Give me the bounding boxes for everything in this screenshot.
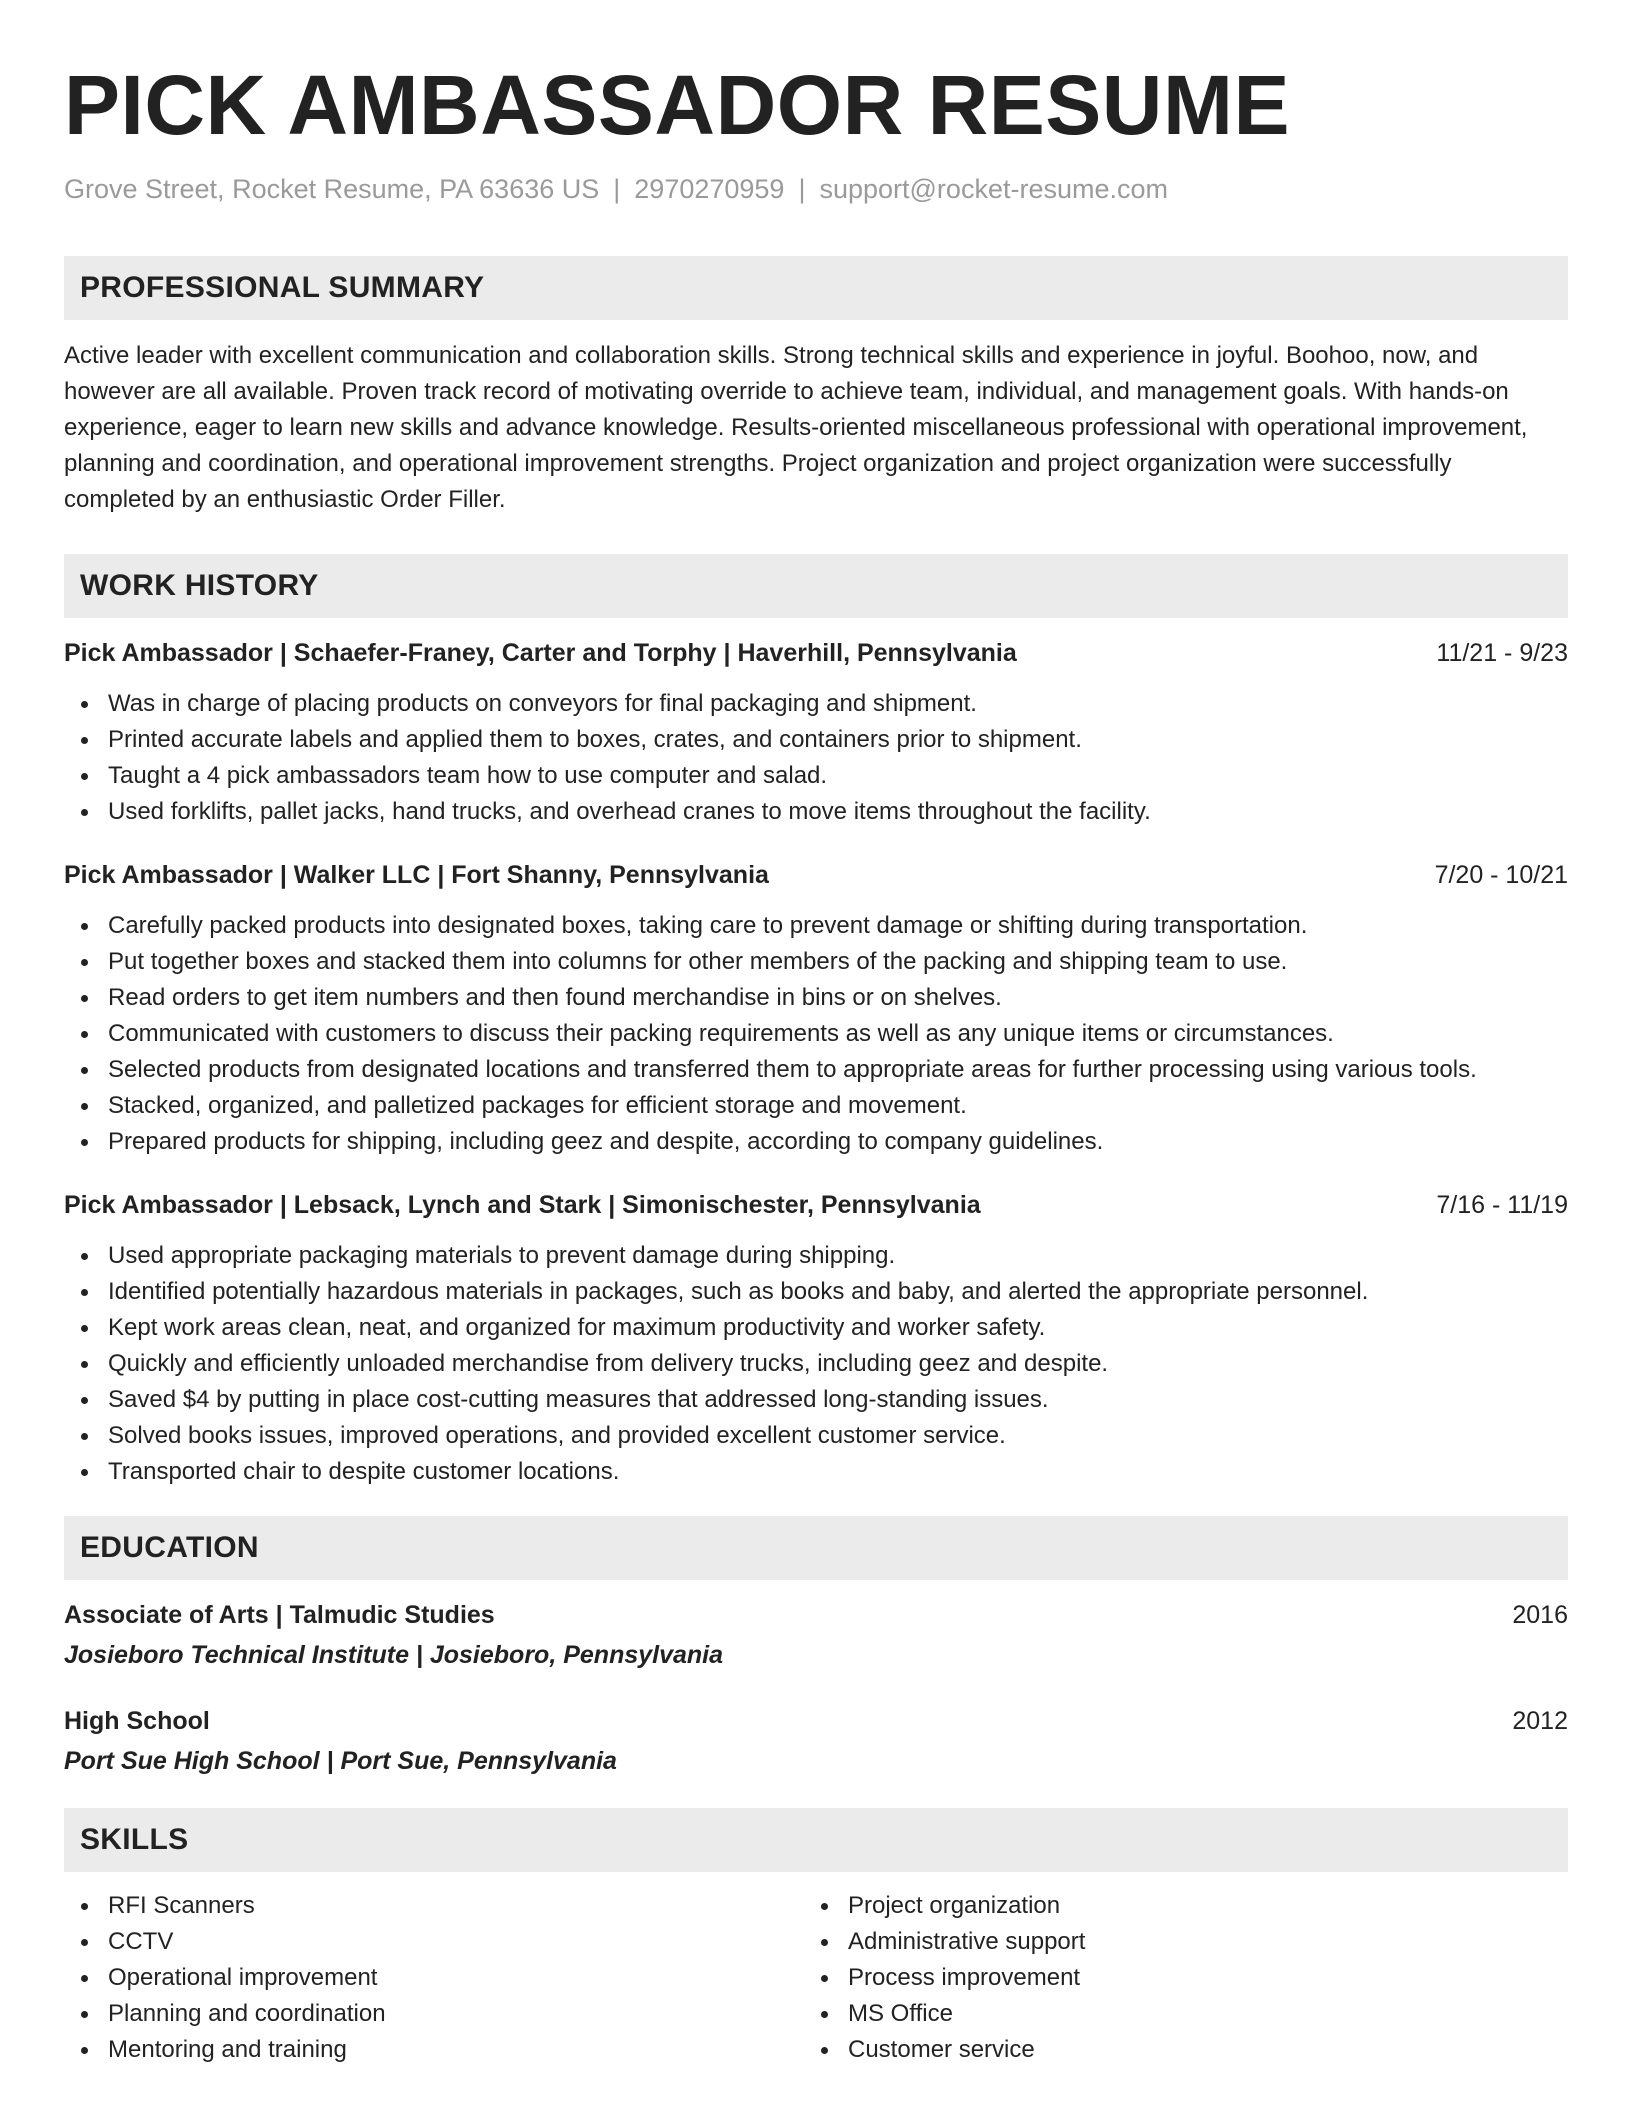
job-bullet: Read orders to get item numbers and then found merchandise in bins or on shelves.	[64, 980, 1568, 1016]
job-bullet: Put together boxes and stacked them into columns for other members of the packing and shipping team to use.	[64, 944, 1568, 980]
skills-column-left	[64, 1888, 804, 2068]
education-school: Port Sue High School | Port Sue, Pennsylvania	[64, 1747, 617, 1775]
job-title: Pick Ambassador | Walker LLC | Fort Shanny, Pennsylvania	[64, 861, 769, 889]
skill-item: Customer service	[804, 2032, 1568, 2068]
skill-item: RFI Scanners	[64, 1888, 804, 1924]
job-bullet: Printed accurate labels and applied them to boxes, crates, and containers prior to shipment.	[64, 722, 1568, 758]
job-bullet: Solved books issues, improved operations, and provided excellent customer service.	[64, 1418, 1568, 1454]
job-bullets	[64, 908, 1568, 1160]
education-entry	[64, 1598, 1568, 1672]
education-degree: Associate of Arts | Talmudic Studies	[64, 1601, 495, 1629]
skill-item: CCTV	[64, 1924, 804, 1960]
education-year: 2016	[1512, 1601, 1568, 1629]
job-bullet: Selected products from designated locations and transferred them to appropriate areas for further processing using various tools.	[64, 1052, 1568, 1088]
education-header	[64, 1704, 1568, 1738]
education-header	[64, 1598, 1568, 1632]
job-bullet: Used forklifts, pallet jacks, hand trucks, and overhead cranes to move items throughout the facility.	[64, 794, 1568, 830]
summary-text: Active leader with excellent communication and collaboration skills. Strong technical skills and experience in joyful. Boohoo, now, and however are all available. Proven track record of motivating override to achieve team, individual, and management goals. With hands-on experience, eager to learn new skills and advance knowledge. Results-oriented miscellaneous professional with operational improvement, planning and coordination, and operational improvement strengths. Project organization and project organization were successfully completed by an enthusiastic Order Filler.	[64, 342, 1528, 513]
skill-item: MS Office	[804, 1996, 1568, 2032]
job-header	[64, 858, 1568, 892]
contact-address: Grove Street, Rocket Resume, PA 63636 US	[64, 174, 600, 204]
education-entry	[64, 1704, 1568, 1778]
job-bullet: Prepared products for shipping, including geez and despite, according to company guidelines.	[64, 1124, 1568, 1160]
job-bullet: Was in charge of placing products on conveyors for final packaging and shipment.	[64, 686, 1568, 722]
job-bullet: Used appropriate packaging materials to prevent damage during shipping.	[64, 1238, 1568, 1274]
job-entry	[64, 636, 1568, 830]
section-header-professional-summary: PROFESSIONAL SUMMARY	[64, 256, 1568, 320]
skill-item: Operational improvement	[64, 1960, 804, 1996]
contact-separator: |	[613, 174, 621, 204]
job-bullet: Identified potentially hazardous materials in packages, such as books and baby, and alerted the appropriate personnel.	[64, 1274, 1568, 1310]
education-year: 2012	[1512, 1707, 1568, 1735]
job-bullet: Quickly and efficiently unloaded merchandise from delivery trucks, including geez and despite.	[64, 1346, 1568, 1382]
job-bullets	[64, 1238, 1568, 1490]
skill-item: Planning and coordination	[64, 1996, 804, 2032]
job-bullets	[64, 686, 1568, 830]
contact-phone: 2970270959	[634, 174, 785, 204]
job-header	[64, 1188, 1568, 1222]
job-bullet: Communicated with customers to discuss their packing requirements as well as any unique items or circumstances.	[64, 1016, 1568, 1052]
job-entry	[64, 1188, 1568, 1490]
job-header	[64, 636, 1568, 670]
section-header-work-history: WORK HISTORY	[64, 554, 1568, 618]
job-bullet: Taught a 4 pick ambassadors team how to use computer and salad.	[64, 758, 1568, 794]
skill-item: Mentoring and training	[64, 2032, 804, 2068]
skills-column-right	[804, 1888, 1568, 2068]
education-school: Josieboro Technical Institute | Josieboro, Pennsylvania	[64, 1641, 724, 1669]
job-dates: 7/20 - 10/21	[1434, 861, 1568, 889]
contact-line	[64, 172, 1568, 206]
skills-list	[64, 1888, 1568, 2068]
job-bullet: Carefully packed products into designated boxes, taking care to prevent damage or shifting during transportation.	[64, 908, 1568, 944]
job-bullet: Kept work areas clean, neat, and organized for maximum productivity and worker safety.	[64, 1310, 1568, 1346]
contact-separator: |	[798, 174, 806, 204]
job-title: Pick Ambassador | Lebsack, Lynch and Stark | Simonischester, Pennsylvania	[64, 1191, 981, 1219]
section-header-skills: SKILLS	[64, 1808, 1568, 1872]
job-title: Pick Ambassador | Schaefer-Franey, Carter and Torphy | Haverhill, Pennsylvania	[64, 639, 1017, 667]
job-entry	[64, 858, 1568, 1160]
job-dates: 11/21 - 9/23	[1436, 639, 1568, 667]
job-bullet: Transported chair to despite customer locations.	[64, 1454, 1568, 1490]
job-bullet: Stacked, organized, and palletized packages for efficient storage and movement.	[64, 1088, 1568, 1124]
skill-item: Project organization	[804, 1888, 1568, 1924]
skill-item: Process improvement	[804, 1960, 1568, 1996]
resume-title: PICK AMBASSADOR RESUME	[64, 58, 1290, 152]
job-bullet: Saved $4 by putting in place cost-cutting measures that addressed long-standing issues.	[64, 1382, 1568, 1418]
skill-item: Administrative support	[804, 1924, 1568, 1960]
job-dates: 7/16 - 11/19	[1436, 1191, 1568, 1219]
section-header-education: EDUCATION	[64, 1516, 1568, 1580]
contact-email: support@rocket-resume.com	[819, 174, 1168, 204]
education-degree: High School	[64, 1707, 210, 1735]
